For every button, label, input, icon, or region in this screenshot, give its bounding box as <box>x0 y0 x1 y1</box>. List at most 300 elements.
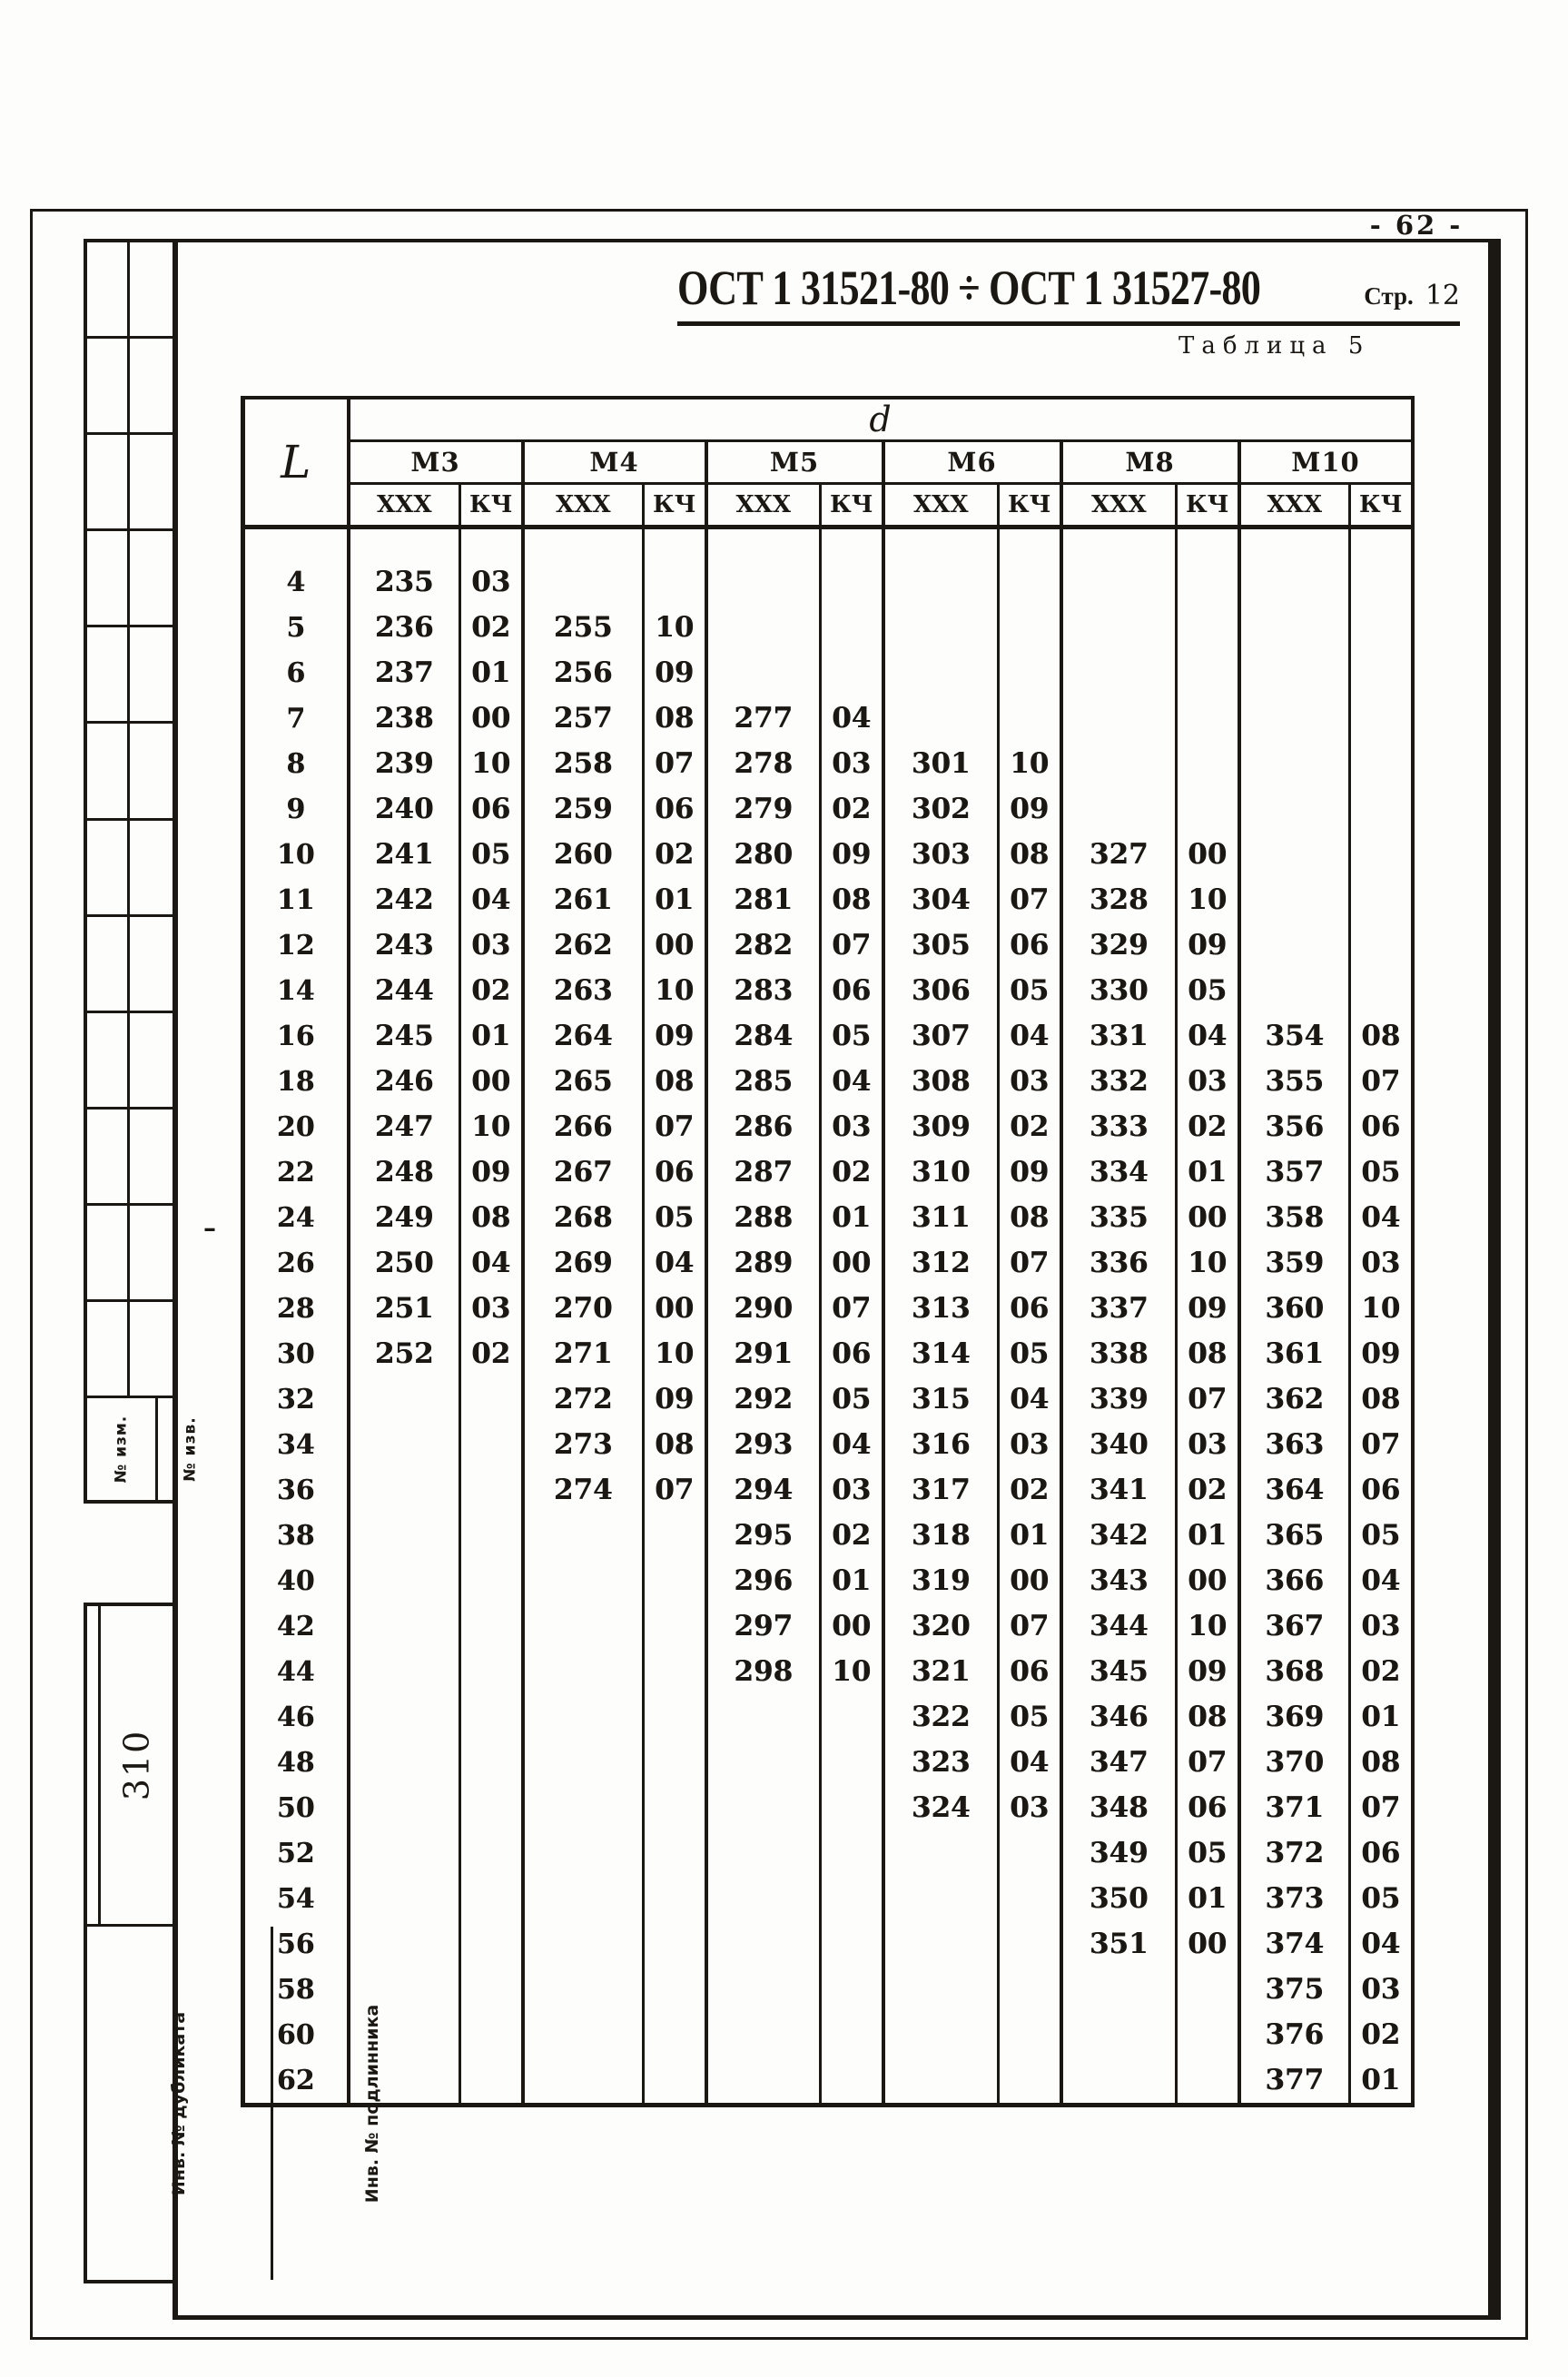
group-header-m5: М5 <box>706 441 883 484</box>
kch-value-cell: 09 <box>1177 1286 1239 1331</box>
kch-value-cell <box>644 1513 706 1558</box>
xxx-value-cell: 366 <box>1239 1558 1350 1603</box>
kch-value-cell <box>821 559 883 605</box>
xxx-value-cell: 237 <box>349 650 460 695</box>
xxx-value-cell: 252 <box>349 1331 460 1376</box>
xxx-value-cell <box>349 1513 460 1558</box>
ladder-cell <box>87 627 130 724</box>
kch-value-cell: 10 <box>460 741 523 786</box>
page-number: - 62 - <box>1369 210 1464 241</box>
table-row <box>243 695 1413 741</box>
group-header-m8: М8 <box>1061 441 1239 484</box>
xxx-value-cell <box>523 1694 644 1740</box>
kch-value-cell <box>460 1740 523 1785</box>
xxx-value-cell: 272 <box>523 1376 644 1422</box>
spacer-cell <box>243 528 349 560</box>
notice-number-label: № изв. <box>181 1416 200 1482</box>
xxx-value-cell <box>349 1467 460 1513</box>
page-ref-label: Стр. <box>1364 282 1414 310</box>
kch-value-cell: 08 <box>1177 1694 1239 1740</box>
page-ref <box>1364 280 1460 311</box>
l-value-cell: 62 <box>276 2064 315 2096</box>
xxx-value-cell: 333 <box>1061 1104 1177 1149</box>
l-value-cell: 52 <box>276 1837 315 1869</box>
ladder-cell <box>87 1206 130 1302</box>
kch-value-cell <box>644 1967 706 2012</box>
kch-value-cell: 00 <box>821 1603 883 1649</box>
kch-value-cell: 06 <box>1350 1104 1413 1149</box>
inventory-top-row <box>87 1606 173 1927</box>
l-value-cell: 36 <box>276 1474 315 1506</box>
table-row <box>243 877 1413 922</box>
xxx-value-cell: 356 <box>1239 1104 1350 1149</box>
kch-value-cell: 04 <box>1177 1013 1239 1059</box>
xxx-value-cell <box>883 559 999 605</box>
xxx-value-cell: 278 <box>706 741 821 786</box>
table-row <box>243 1513 1413 1558</box>
xxx-value-cell <box>1061 1967 1177 2012</box>
ladder-cell <box>87 1013 130 1110</box>
table-row <box>243 1467 1413 1513</box>
table-row <box>243 1240 1413 1286</box>
l-value-cell: 10 <box>276 838 315 871</box>
xxx-value-cell: 361 <box>1239 1331 1350 1376</box>
ladder-cell <box>87 1302 130 1398</box>
xxx-value-cell <box>1239 741 1350 786</box>
table-row <box>243 1740 1413 1785</box>
xxx-value-cell: 355 <box>1239 1059 1350 1104</box>
spacer-cell <box>1239 528 1350 560</box>
xxx-value-cell <box>1061 695 1177 741</box>
kch-value-cell: 01 <box>460 1013 523 1059</box>
kch-value-cell: 06 <box>821 968 883 1013</box>
kch-value-cell: 02 <box>644 832 706 877</box>
kch-value-cell: 06 <box>999 922 1061 968</box>
kch-value-cell: 00 <box>1177 1195 1239 1240</box>
xxx-value-cell <box>523 2057 644 2106</box>
kch-value-cell: 02 <box>460 968 523 1013</box>
xxx-value-cell <box>523 1513 644 1558</box>
l-value-cell: 46 <box>276 1701 315 1733</box>
l-value-cell: 54 <box>276 1882 315 1915</box>
kch-value-cell <box>821 1967 883 2012</box>
kch-value-cell: 02 <box>460 605 523 650</box>
xxx-value-cell: 292 <box>706 1376 821 1422</box>
kch-value-cell <box>1177 2012 1239 2057</box>
xxx-value-cell: 255 <box>523 605 644 650</box>
kch-value-cell: 05 <box>644 1195 706 1240</box>
xxx-value-cell: 248 <box>349 1149 460 1195</box>
kch-value-cell: 07 <box>1350 1785 1413 1830</box>
xxx-value-cell: 348 <box>1061 1785 1177 1830</box>
l-value-cell: 6 <box>286 656 306 689</box>
kch-value-cell <box>1350 877 1413 922</box>
xxx-value-cell: 245 <box>349 1013 460 1059</box>
xxx-value-cell: 236 <box>349 605 460 650</box>
kch-value-cell: 03 <box>999 1785 1061 1830</box>
xxx-value-cell: 312 <box>883 1240 999 1286</box>
xxx-value-cell: 311 <box>883 1195 999 1240</box>
xxx-value-cell <box>349 2012 460 2057</box>
xxx-value-cell: 258 <box>523 741 644 786</box>
ladder-cell <box>130 627 173 724</box>
kch-value-cell: 04 <box>821 695 883 741</box>
xxx-value-cell <box>1239 786 1350 832</box>
kch-value-cell: 01 <box>644 877 706 922</box>
xxx-value-cell: 367 <box>1239 1603 1350 1649</box>
kch-value-cell: 01 <box>821 1558 883 1603</box>
ladder-stamp-row <box>87 1398 200 1500</box>
kch-value-cell: 02 <box>999 1104 1061 1149</box>
corner-header-l: L <box>243 398 349 528</box>
xxx-value-cell: 269 <box>523 1240 644 1286</box>
kch-value-cell <box>1350 922 1413 968</box>
kch-value-cell: 10 <box>1350 1286 1413 1331</box>
kch-value-cell: 06 <box>644 1149 706 1195</box>
kch-value-cell: 00 <box>999 1558 1061 1603</box>
xxx-value-cell <box>1061 559 1177 605</box>
xxx-value-cell <box>349 1785 460 1830</box>
xxx-value-cell: 321 <box>883 1649 999 1694</box>
sub-header-xxx: ХХХ <box>1061 484 1177 528</box>
kch-value-cell <box>999 1830 1061 1876</box>
l-value-cell: 20 <box>276 1110 315 1143</box>
kch-value-cell: 01 <box>821 1195 883 1240</box>
xxx-value-cell: 273 <box>523 1422 644 1467</box>
xxx-value-cell: 322 <box>883 1694 999 1740</box>
kch-value-cell <box>1177 695 1239 741</box>
xxx-value-cell: 260 <box>523 832 644 877</box>
xxx-value-cell: 328 <box>1061 877 1177 922</box>
xxx-value-cell <box>883 1830 999 1876</box>
xxx-value-cell: 346 <box>1061 1694 1177 1740</box>
kch-value-cell: 01 <box>1350 1694 1413 1740</box>
change-number-label: № изм. <box>112 1415 131 1484</box>
xxx-value-cell: 344 <box>1061 1603 1177 1649</box>
table-row <box>243 1876 1413 1921</box>
doc-number-vertical: 310 <box>116 1729 157 1801</box>
xxx-value-cell: 335 <box>1061 1195 1177 1240</box>
xxx-value-cell <box>706 559 821 605</box>
xxx-value-cell: 242 <box>349 877 460 922</box>
group-header-m4: М4 <box>523 441 706 484</box>
kch-value-cell: 04 <box>460 1240 523 1286</box>
kch-value-cell: 10 <box>821 1649 883 1694</box>
inv-original-label: Инв. № подлинника <box>362 2004 383 2203</box>
kch-value-cell: 02 <box>460 1331 523 1376</box>
l-value-cell: 60 <box>276 2018 315 2051</box>
kch-value-cell: 03 <box>821 1467 883 1513</box>
xxx-value-cell: 309 <box>883 1104 999 1149</box>
sub-header-kch: КЧ <box>821 484 883 528</box>
kch-value-cell <box>460 1467 523 1513</box>
xxx-value-cell: 371 <box>1239 1785 1350 1830</box>
kch-value-cell: 04 <box>999 1013 1061 1059</box>
table-row <box>243 1149 1413 1195</box>
kch-value-cell: 00 <box>1177 1558 1239 1603</box>
sub-header-xxx: ХХХ <box>349 484 460 528</box>
ladder-cell <box>130 1110 173 1206</box>
xxx-value-cell: 302 <box>883 786 999 832</box>
xxx-value-cell: 277 <box>706 695 821 741</box>
xxx-value-cell: 280 <box>706 832 821 877</box>
xxx-value-cell: 240 <box>349 786 460 832</box>
l-value-cell: 44 <box>276 1655 315 1688</box>
ladder-cell <box>87 724 130 820</box>
xxx-value-cell: 308 <box>883 1059 999 1104</box>
sub-header-xxx: ХХХ <box>706 484 821 528</box>
table-body <box>243 528 1413 2106</box>
kch-value-cell: 06 <box>999 1649 1061 1694</box>
xxx-value-cell: 359 <box>1239 1240 1350 1286</box>
xxx-value-cell: 375 <box>1239 1967 1350 2012</box>
xxx-value-cell: 249 <box>349 1195 460 1240</box>
l-value-cell: 26 <box>276 1247 315 1279</box>
kch-value-cell: 04 <box>1350 1558 1413 1603</box>
xxx-value-cell <box>523 1558 644 1603</box>
spacer-cell <box>644 528 706 560</box>
kch-value-cell: 07 <box>1350 1059 1413 1104</box>
xxx-value-cell: 324 <box>883 1785 999 1830</box>
xxx-value-cell <box>883 1876 999 1921</box>
xxx-value-cell: 363 <box>1239 1422 1350 1467</box>
table-row <box>243 1694 1413 1740</box>
xxx-value-cell: 372 <box>1239 1830 1350 1876</box>
xxx-value-cell <box>1061 2057 1177 2106</box>
kch-value-cell: 08 <box>644 1059 706 1104</box>
xxx-value-cell <box>1239 650 1350 695</box>
kch-value-cell: 09 <box>644 1013 706 1059</box>
xxx-value-cell: 357 <box>1239 1149 1350 1195</box>
xxx-value-cell <box>523 1876 644 1921</box>
kch-value-cell: 05 <box>460 832 523 877</box>
kch-value-cell: 01 <box>460 650 523 695</box>
kch-value-cell: 07 <box>1177 1376 1239 1422</box>
kch-value-cell: 02 <box>1350 1649 1413 1694</box>
xxx-value-cell: 337 <box>1061 1286 1177 1331</box>
kch-value-cell: 00 <box>1177 832 1239 877</box>
doc-title-wrap <box>677 260 1313 316</box>
kch-value-cell <box>821 1740 883 1785</box>
spacer-cell <box>1350 528 1413 560</box>
ladder-cell <box>130 821 173 917</box>
ladder-cell <box>87 917 130 1013</box>
xxx-value-cell: 315 <box>883 1376 999 1422</box>
kch-value-cell <box>821 650 883 695</box>
kch-value-cell: 08 <box>821 877 883 922</box>
xxx-value-cell <box>523 1785 644 1830</box>
xxx-value-cell: 358 <box>1239 1195 1350 1240</box>
spacer-cell <box>523 528 644 560</box>
xxx-value-cell: 331 <box>1061 1013 1177 1059</box>
xxx-value-cell: 256 <box>523 650 644 695</box>
kch-value-cell <box>460 2012 523 2057</box>
table-row <box>243 1422 1413 1467</box>
table-row <box>243 922 1413 968</box>
xxx-value-cell: 239 <box>349 741 460 786</box>
table-row <box>243 832 1413 877</box>
table-row <box>243 1603 1413 1649</box>
kch-value-cell: 06 <box>999 1286 1061 1331</box>
kch-value-cell <box>821 1921 883 1967</box>
xxx-value-cell: 247 <box>349 1104 460 1149</box>
xxx-value-cell: 241 <box>349 832 460 877</box>
xxx-value-cell: 304 <box>883 877 999 922</box>
xxx-value-cell <box>349 1876 460 1921</box>
xxx-value-cell <box>349 1376 460 1422</box>
kch-value-cell: 09 <box>1177 1649 1239 1694</box>
kch-value-cell <box>644 1785 706 1830</box>
xxx-value-cell: 343 <box>1061 1558 1177 1603</box>
kch-value-cell: 03 <box>999 1422 1061 1467</box>
xxx-value-cell: 261 <box>523 877 644 922</box>
kch-value-cell: 05 <box>999 1694 1061 1740</box>
xxx-value-cell: 306 <box>883 968 999 1013</box>
sub-header-xxx: ХХХ <box>1239 484 1350 528</box>
kch-value-cell <box>460 2057 523 2106</box>
xxx-value-cell: 238 <box>349 695 460 741</box>
kch-value-cell: 06 <box>1350 1467 1413 1513</box>
kch-value-cell: 00 <box>1177 1921 1239 1967</box>
kch-value-cell: 07 <box>644 1467 706 1513</box>
kch-value-cell: 03 <box>821 1104 883 1149</box>
kch-value-cell: 01 <box>1177 1149 1239 1195</box>
xxx-value-cell: 345 <box>1061 1649 1177 1694</box>
xxx-value-cell: 360 <box>1239 1286 1350 1331</box>
kch-value-cell: 00 <box>644 922 706 968</box>
xxx-value-cell: 293 <box>706 1422 821 1467</box>
kch-value-cell: 02 <box>999 1467 1061 1513</box>
kch-value-cell: 10 <box>1177 1603 1239 1649</box>
kch-value-cell: 03 <box>821 741 883 786</box>
xxx-value-cell <box>1239 877 1350 922</box>
xxx-value-cell: 303 <box>883 832 999 877</box>
doc-number-cell <box>101 1606 173 1924</box>
xxx-value-cell: 251 <box>349 1286 460 1331</box>
kch-value-cell: 09 <box>999 1149 1061 1195</box>
stamp-cell <box>158 1398 222 1500</box>
table-row <box>243 1376 1413 1422</box>
xxx-value-cell: 364 <box>1239 1467 1350 1513</box>
xxx-value-cell <box>1061 2012 1177 2057</box>
kch-value-cell: 07 <box>999 877 1061 922</box>
xxx-value-cell <box>883 1921 999 1967</box>
kch-value-cell <box>644 559 706 605</box>
table-row <box>243 1286 1413 1331</box>
xxx-value-cell <box>523 1740 644 1785</box>
kch-value-cell: 05 <box>1350 1149 1413 1195</box>
kch-value-cell: 03 <box>1350 1240 1413 1286</box>
kch-value-cell: 08 <box>1350 1013 1413 1059</box>
kch-value-cell <box>821 1830 883 1876</box>
group-header-m6: М6 <box>883 441 1061 484</box>
kch-value-cell: 10 <box>644 605 706 650</box>
kch-value-cell: 09 <box>644 650 706 695</box>
l-value-cell: 11 <box>276 883 315 916</box>
xxx-value-cell <box>349 1694 460 1740</box>
xxx-value-cell: 318 <box>883 1513 999 1558</box>
table-row <box>243 1558 1413 1603</box>
kch-value-cell: 05 <box>1350 1876 1413 1921</box>
kch-value-cell <box>1350 968 1413 1013</box>
xxx-value-cell: 295 <box>706 1513 821 1558</box>
kch-value-cell: 06 <box>460 786 523 832</box>
xxx-value-cell: 262 <box>523 922 644 968</box>
xxx-value-cell: 377 <box>1239 2057 1350 2106</box>
table-row <box>243 741 1413 786</box>
kch-value-cell: 09 <box>821 832 883 877</box>
xxx-value-cell: 281 <box>706 877 821 922</box>
xxx-value-cell: 354 <box>1239 1013 1350 1059</box>
kch-value-cell <box>460 1513 523 1558</box>
kch-value-cell: 01 <box>999 1513 1061 1558</box>
kch-value-cell <box>644 1921 706 1967</box>
table-row <box>243 1195 1413 1240</box>
l-value-cell: 34 <box>276 1428 315 1461</box>
kch-value-cell: 07 <box>821 1286 883 1331</box>
spacer-cell <box>821 528 883 560</box>
kch-value-cell: 02 <box>1177 1467 1239 1513</box>
kch-value-cell: 05 <box>1177 1830 1239 1876</box>
l-value-cell: 32 <box>276 1383 315 1415</box>
xxx-value-cell <box>706 1921 821 1967</box>
kch-value-cell <box>460 1376 523 1422</box>
sub-header-xxx: ХХХ <box>883 484 999 528</box>
xxx-value-cell: 257 <box>523 695 644 741</box>
inv-duplicate-label: Инв. № дубликата <box>169 2011 190 2195</box>
kch-value-cell: 08 <box>644 695 706 741</box>
kch-value-cell <box>999 605 1061 650</box>
xxx-value-cell <box>1239 832 1350 877</box>
kch-value-cell <box>460 1876 523 1921</box>
kch-value-cell <box>1350 786 1413 832</box>
ladder-cell <box>130 435 173 531</box>
xxx-value-cell: 329 <box>1061 922 1177 968</box>
xxx-value-cell: 350 <box>1061 1876 1177 1921</box>
xxx-value-cell <box>706 2012 821 2057</box>
xxx-value-cell <box>1061 786 1177 832</box>
xxx-value-cell: 235 <box>349 559 460 605</box>
spacer-cell <box>883 528 999 560</box>
xxx-value-cell: 286 <box>706 1104 821 1149</box>
table-caption: Таблица 5 <box>1178 332 1371 360</box>
xxx-value-cell: 267 <box>523 1149 644 1195</box>
kch-value-cell: 05 <box>999 968 1061 1013</box>
xxx-value-cell: 284 <box>706 1013 821 1059</box>
kch-value-cell: 08 <box>1350 1740 1413 1785</box>
xxx-value-cell: 349 <box>1061 1830 1177 1876</box>
kch-value-cell: 04 <box>1350 1921 1413 1967</box>
xxx-value-cell: 296 <box>706 1558 821 1603</box>
xxx-value-cell: 314 <box>883 1331 999 1376</box>
dimension-table <box>241 396 1415 2107</box>
kch-value-cell: 02 <box>821 1513 883 1558</box>
xxx-value-cell <box>349 1830 460 1876</box>
xxx-value-cell: 270 <box>523 1286 644 1331</box>
kch-value-cell: 10 <box>644 1331 706 1376</box>
table-row <box>243 2057 1413 2106</box>
kch-value-cell: 07 <box>821 922 883 968</box>
kch-value-cell <box>999 1921 1061 1967</box>
kch-value-cell: 07 <box>644 1104 706 1149</box>
xxx-value-cell <box>349 1967 460 2012</box>
xxx-value-cell: 340 <box>1061 1422 1177 1467</box>
xxx-value-cell: 347 <box>1061 1740 1177 1785</box>
kch-value-cell: 03 <box>1177 1059 1239 1104</box>
xxx-value-cell <box>349 1921 460 1967</box>
kch-value-cell: 04 <box>999 1740 1061 1785</box>
kch-value-cell <box>644 1649 706 1694</box>
